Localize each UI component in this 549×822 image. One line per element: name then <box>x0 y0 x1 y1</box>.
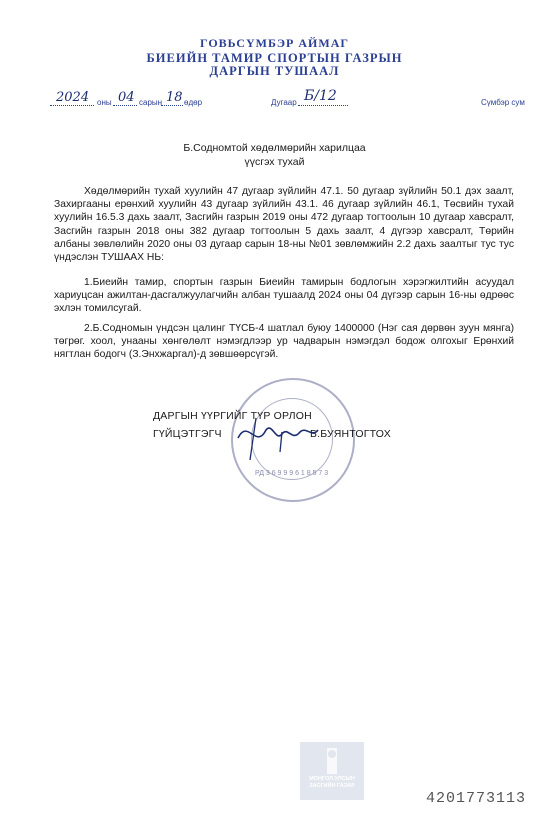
document-type-title: ДАРГЫН ТУШААЛ <box>209 64 340 78</box>
body-paragraph-3 <box>54 322 514 362</box>
signatory-name: Б.БУЯНТОГТОХ <box>310 428 391 440</box>
document-title <box>0 141 549 169</box>
number-label: Дугаар <box>271 98 297 107</box>
day-dotted-line <box>161 105 183 106</box>
body-paragraph-2 <box>54 276 514 316</box>
title-line-2: үүсгэх тухай <box>244 156 305 168</box>
day-suffix: өдөр <box>184 98 203 107</box>
year-dotted-line <box>50 105 94 106</box>
organization-name: БИЕИЙН ТАМИР СПОРТЫН ГАЗРЫН <box>146 51 403 65</box>
document-serial-number: 4201773113 <box>426 790 527 807</box>
month-dotted-line <box>113 105 137 106</box>
title-line-1: Б.Содномтой хөдөлмөрийн харилцаа <box>183 142 366 154</box>
document-number: Б/12 <box>304 88 337 104</box>
emblem-caption-line-1: МОНГОЛ УЛСЫН <box>309 776 355 782</box>
soyombo-icon <box>300 742 364 778</box>
date-day: 18 <box>166 90 183 105</box>
signatory-title-line-1: ДАРГЫН ҮҮРГИЙГ ТҮР ОРЛОН <box>153 410 312 422</box>
emblem-caption <box>300 776 364 790</box>
emblem-caption-line-2: ЗАСГИЙН ГАЗАР <box>309 783 355 789</box>
year-suffix: оны <box>97 98 112 107</box>
month-suffix: сарын <box>139 98 163 107</box>
city-label: Сүмбэр сум <box>481 98 525 107</box>
handwritten-signature <box>222 408 332 468</box>
date-year: 2024 <box>56 90 90 105</box>
number-dotted-line <box>298 105 348 106</box>
government-emblem <box>300 742 364 800</box>
body-paragraph-1 <box>54 185 514 264</box>
organization-region: ГОВЬСҮМБЭР АЙМАГ <box>200 36 349 50</box>
order-item-1: 1.Биеийн тамир, спортын газрын Биеийн тамирын бодлогын хэрэгжилтийн асуудал хариуцсан ажилтан-дасгалжуулагчийн албан тушаалд 2024 оны 04 дүгээр сарын 16-ны өдрөөс эхлэн томилсугай. <box>54 277 514 315</box>
date-month: 04 <box>118 90 135 105</box>
stamp-registration-text: РД 3 6 9 9 9 6 1 8 5 7 3 <box>255 470 329 477</box>
order-item-2: 2.Б.Содномын үндсэн цалинг ТҮСБ-4 шатлал буюу 1400000 (Нэг сая дөрвөн зуун мянга) төгрөг. хоол, унааны хөнгөлөлт нэмэгдлээр ур чадварын нэмэгдэл бодож олгохыг Ерөнхий нягтлан бодогч (З.Энхжаргал)-д зөвшөөрсүгэй. <box>54 323 514 361</box>
legal-basis-text: Хөдөлмөрийн тухай хуулийн 47 дугаар зүйлийн 47.1. 50 дугаар зүйлийн 50.1 дэх заалт, Захиргааны ерөнхий хуулийн 43 дугаар зүйлийн 43.1. 46 дугаар зүйлийн 46.1, Төсвийн тухай хуулийн 16.5.3 дахь заалт, Засгийн газрын 2019 оны 472 дугаар тогтоолын 10 дугаар хавсралт, Засгийн газрын 2018 оны 382 дугаар тогтоолын 5 дахь заалт, 4 дүгээр хавсралт, Төрийн албаны зөвлөлийн 2020 оны 03 дугаар сарын 18-ны №01 зөвлөмжийн 2.2 дахь заалтыг тус тус үндэслэн ТУШААХ НЬ: <box>54 186 514 264</box>
signatory-title-line-2: ГҮЙЦЭТГЭГЧ <box>153 428 222 440</box>
